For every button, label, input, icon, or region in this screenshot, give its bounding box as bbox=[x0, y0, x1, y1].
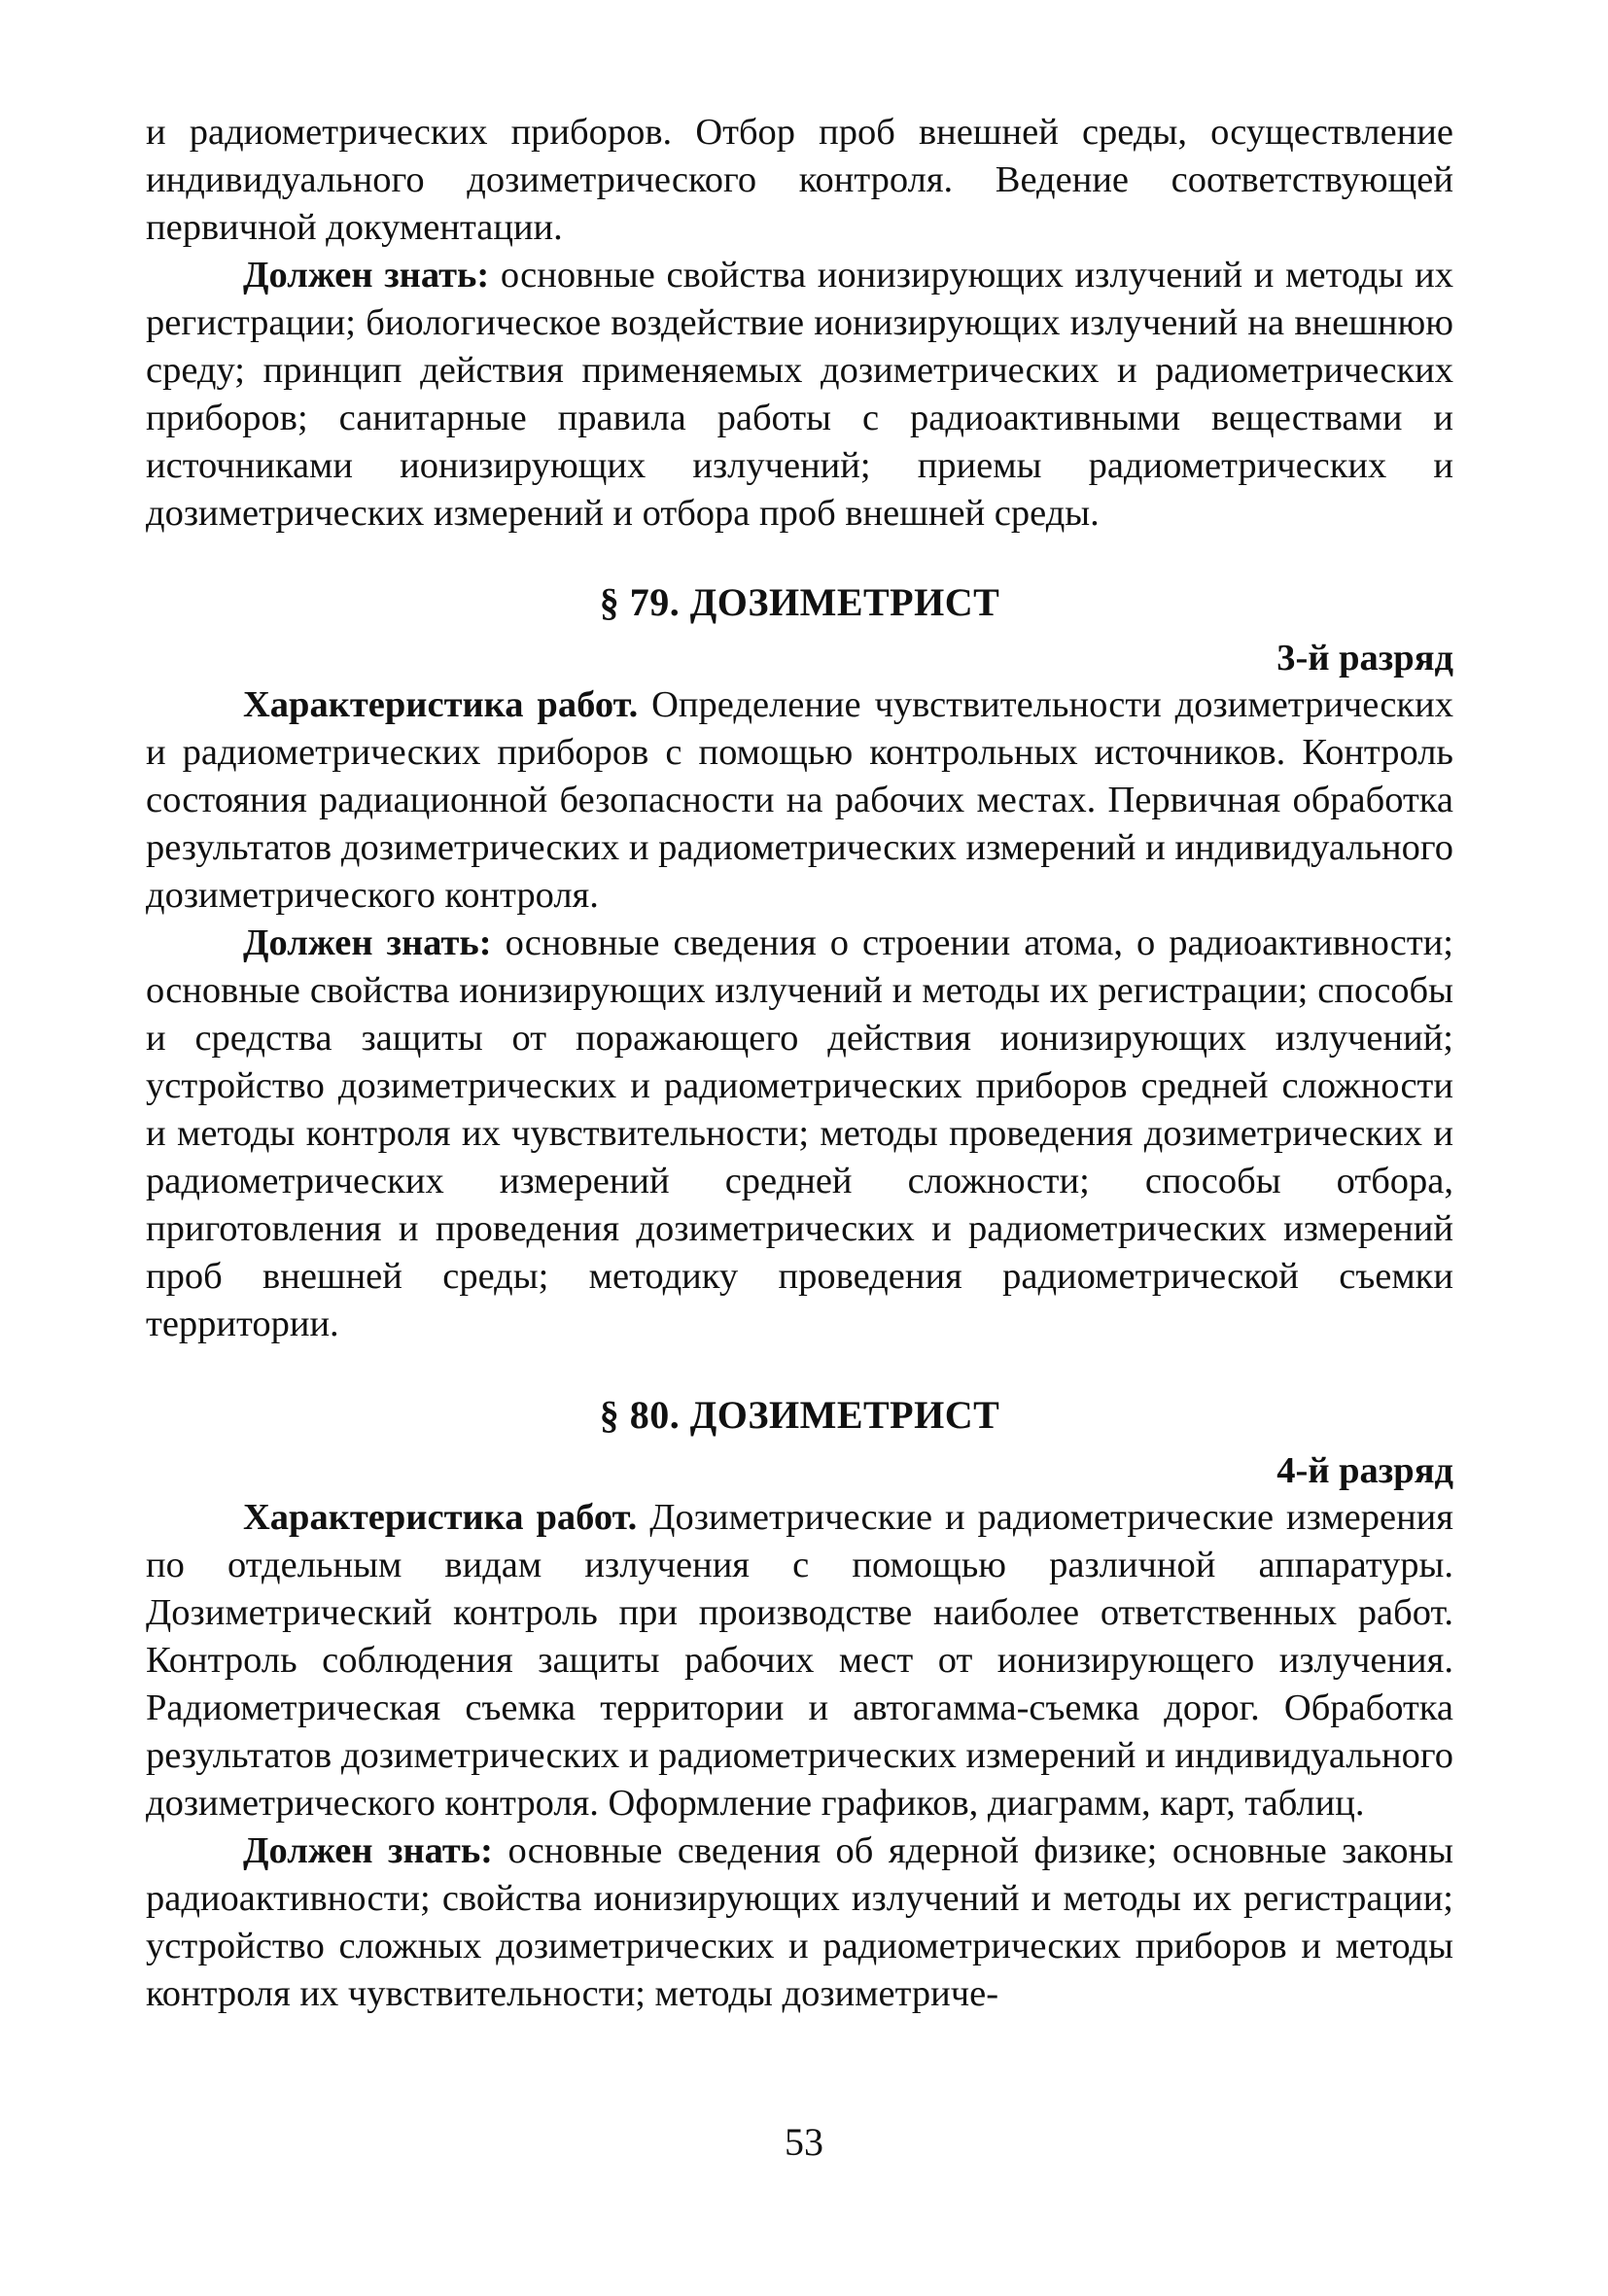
section-80-work-lead: Характеристика работ. bbox=[243, 1497, 638, 1538]
continuation-text: и радиометрических приборов. Отбор проб внешней среды, осуществление индивидуального дозиметрического контроля. Ведение соответствующей первичной документации. bbox=[146, 112, 1453, 248]
section-80-knowledge-lead: Должен знать: bbox=[243, 1830, 493, 1871]
prev-knowledge-paragraph bbox=[146, 252, 1453, 538]
section-80-grade: 4-й разряд bbox=[1276, 1450, 1453, 1491]
section-80-work-text: Дозиметрические и радиометрические измерения по отдельным видам излучения с помощью различной аппаратуры. Дозиметрический контроль при производстве наиболее ответственных работ. Контроль соблюдения защиты рабочих мест от ионизирующего излучения. Радиометрическая съемка территории и автогамма-съемка дорог. Обработка результатов дозиметрических и радиометрических измерений и индивидуального дозиметрического контроля. Оформление графиков, диаграмм, карт, таблиц. bbox=[146, 1497, 1453, 1824]
section-79-grade: 3-й разряд bbox=[1276, 638, 1453, 678]
document-page bbox=[146, 109, 1453, 2018]
continuation-paragraph bbox=[146, 109, 1453, 252]
prev-knowledge-lead: Должен знать: bbox=[243, 255, 490, 296]
section-79-work-text: Определение чувствительности дозиметрических и радиометрических приборов с помощью контрольных источников. Контроль состояния радиационной безопасности на рабочих местах. Первичная обработка результатов дозиметрических и радиометрических измерений и индивидуального дозиметрического контроля. bbox=[146, 684, 1453, 916]
prev-knowledge-text: основные свойства ионизирующих излучений и методы их регистрации; биологическое воздействие ионизирующих излучений на внешнюю среду; принцип действия применяемых дозиметрических и радиометрических приборов; санитарные правила работы с радиоактивными веществами и источниками ионизирующих излучений; приемы радиометрических и дозиметрических измерений и отбора проб внешней среды. bbox=[146, 255, 1454, 534]
section-80-title: § 80. ДОЗИМЕТРИСТ bbox=[599, 1393, 1000, 1437]
section-79-knowledge-lead: Должен знать: bbox=[243, 922, 492, 963]
section-79-work-lead: Характеристика работ. bbox=[243, 684, 639, 725]
section-80-knowledge-text: основные сведения об ядерной физике; основные законы радиоактивности; свойства ионизирующих излучений и методы их регистрации; устройство сложных дозиметрических и радиометрических приборов и методы контроля их чувствительности; методы дозиметриче- bbox=[146, 1830, 1453, 2014]
section-80-knowledge-paragraph bbox=[146, 1827, 1453, 2018]
section-79-knowledge-text: основные сведения о строении атома, о радиоактивности; основные свойства ионизирующих излучений и методы их регистрации; способы и средства защиты от поражающего действия ионизирующих излучений; устройство дозиметрических и радиометрических приборов средней сложности и методы контроля их чувствительности; методы проведения дозиметрических и радиометрических измерений средней сложности; способы отбора, приготовления и проведения дозиметрических и радиометрических измерений проб внешней среды; методику проведения радиометрической съемки территории. bbox=[146, 922, 1454, 1344]
section-80-work-paragraph bbox=[146, 1494, 1453, 1827]
page-number: 53 bbox=[785, 2120, 823, 2164]
section-79-knowledge-paragraph bbox=[146, 920, 1453, 1348]
section-79-title: § 79. ДОЗИМЕТРИСТ bbox=[599, 580, 1000, 624]
section-79-work-paragraph bbox=[146, 681, 1453, 920]
